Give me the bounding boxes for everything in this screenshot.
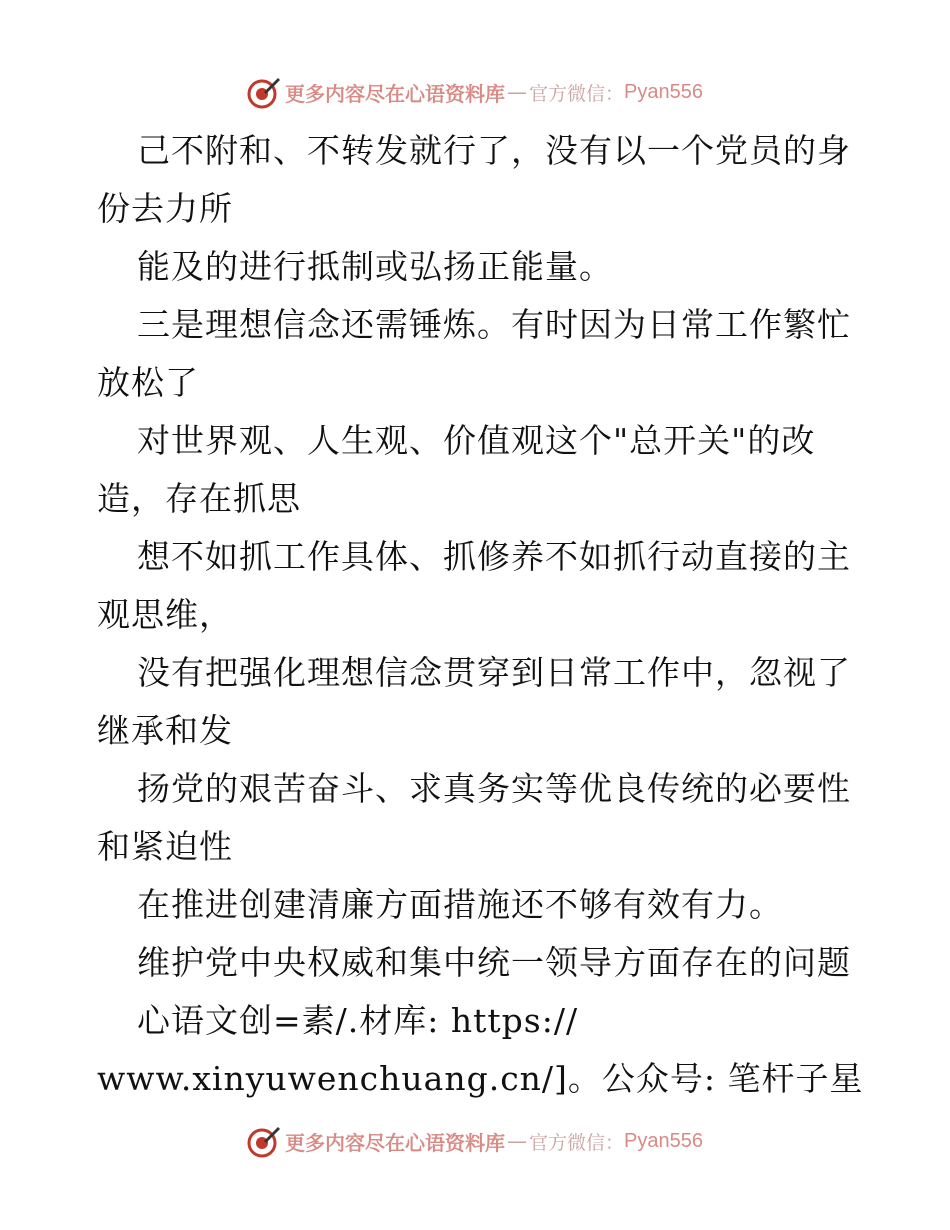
document-body	[97, 122, 864, 1108]
banner-separator: —	[507, 1129, 527, 1153]
banner-separator: —	[507, 80, 527, 104]
body-line: 没有把强化理想信念贯穿到日常工作中，忽视了	[137, 653, 851, 692]
body-line: 己不附和、不转发就行了，没有以一个党员的身	[137, 131, 851, 170]
banner-wechat-id: Pyan556	[624, 1129, 703, 1152]
body-line: 能及的进行抵制或弘扬正能量。	[137, 247, 613, 286]
banner-brand-text: 更多内容尽在心语资料库	[285, 81, 505, 106]
body-line: 和紧迫性	[97, 827, 233, 866]
pen-logo-icon	[247, 75, 281, 109]
header-banner	[0, 72, 950, 112]
body-line: 在推进创建清廉方面措施还不够有效有力。	[137, 885, 783, 924]
body-line-url: www.xinyuwenchuang.cn/]。公众号: 笔杆子星	[97, 1059, 864, 1098]
body-line: 维护党中央权威和集中统一领导方面存在的问题	[137, 943, 851, 982]
body-line-url-prefix: 心语文创=素/.材库: https://	[137, 1001, 579, 1040]
banner-brand-text: 更多内容尽在心语资料库	[285, 1130, 505, 1155]
banner-wechat-label: 官方微信：	[529, 1131, 625, 1154]
footer-banner	[0, 1121, 950, 1161]
banner-wechat-id: Pyan556	[624, 80, 703, 103]
body-line: 造，存在抓思	[97, 479, 301, 518]
body-line: 份去力所	[97, 189, 233, 228]
body-line: 对世界观、人生观、价值观这个"总开关"的改	[137, 421, 816, 460]
body-line: 放松了	[97, 363, 199, 402]
banner-wechat-label: 官方微信：	[529, 82, 625, 105]
body-line: 扬党的艰苦奋斗、求真务实等优良传统的必要性	[137, 769, 851, 808]
body-line: 观思维，	[97, 595, 233, 634]
body-line: 三是理想信念还需锤炼。有时因为日常工作繁忙	[137, 305, 851, 344]
body-line: 想不如抓工作具体、抓修养不如抓行动直接的主	[137, 537, 851, 576]
pen-logo-icon	[247, 1124, 281, 1158]
body-line: 继承和发	[97, 711, 233, 750]
